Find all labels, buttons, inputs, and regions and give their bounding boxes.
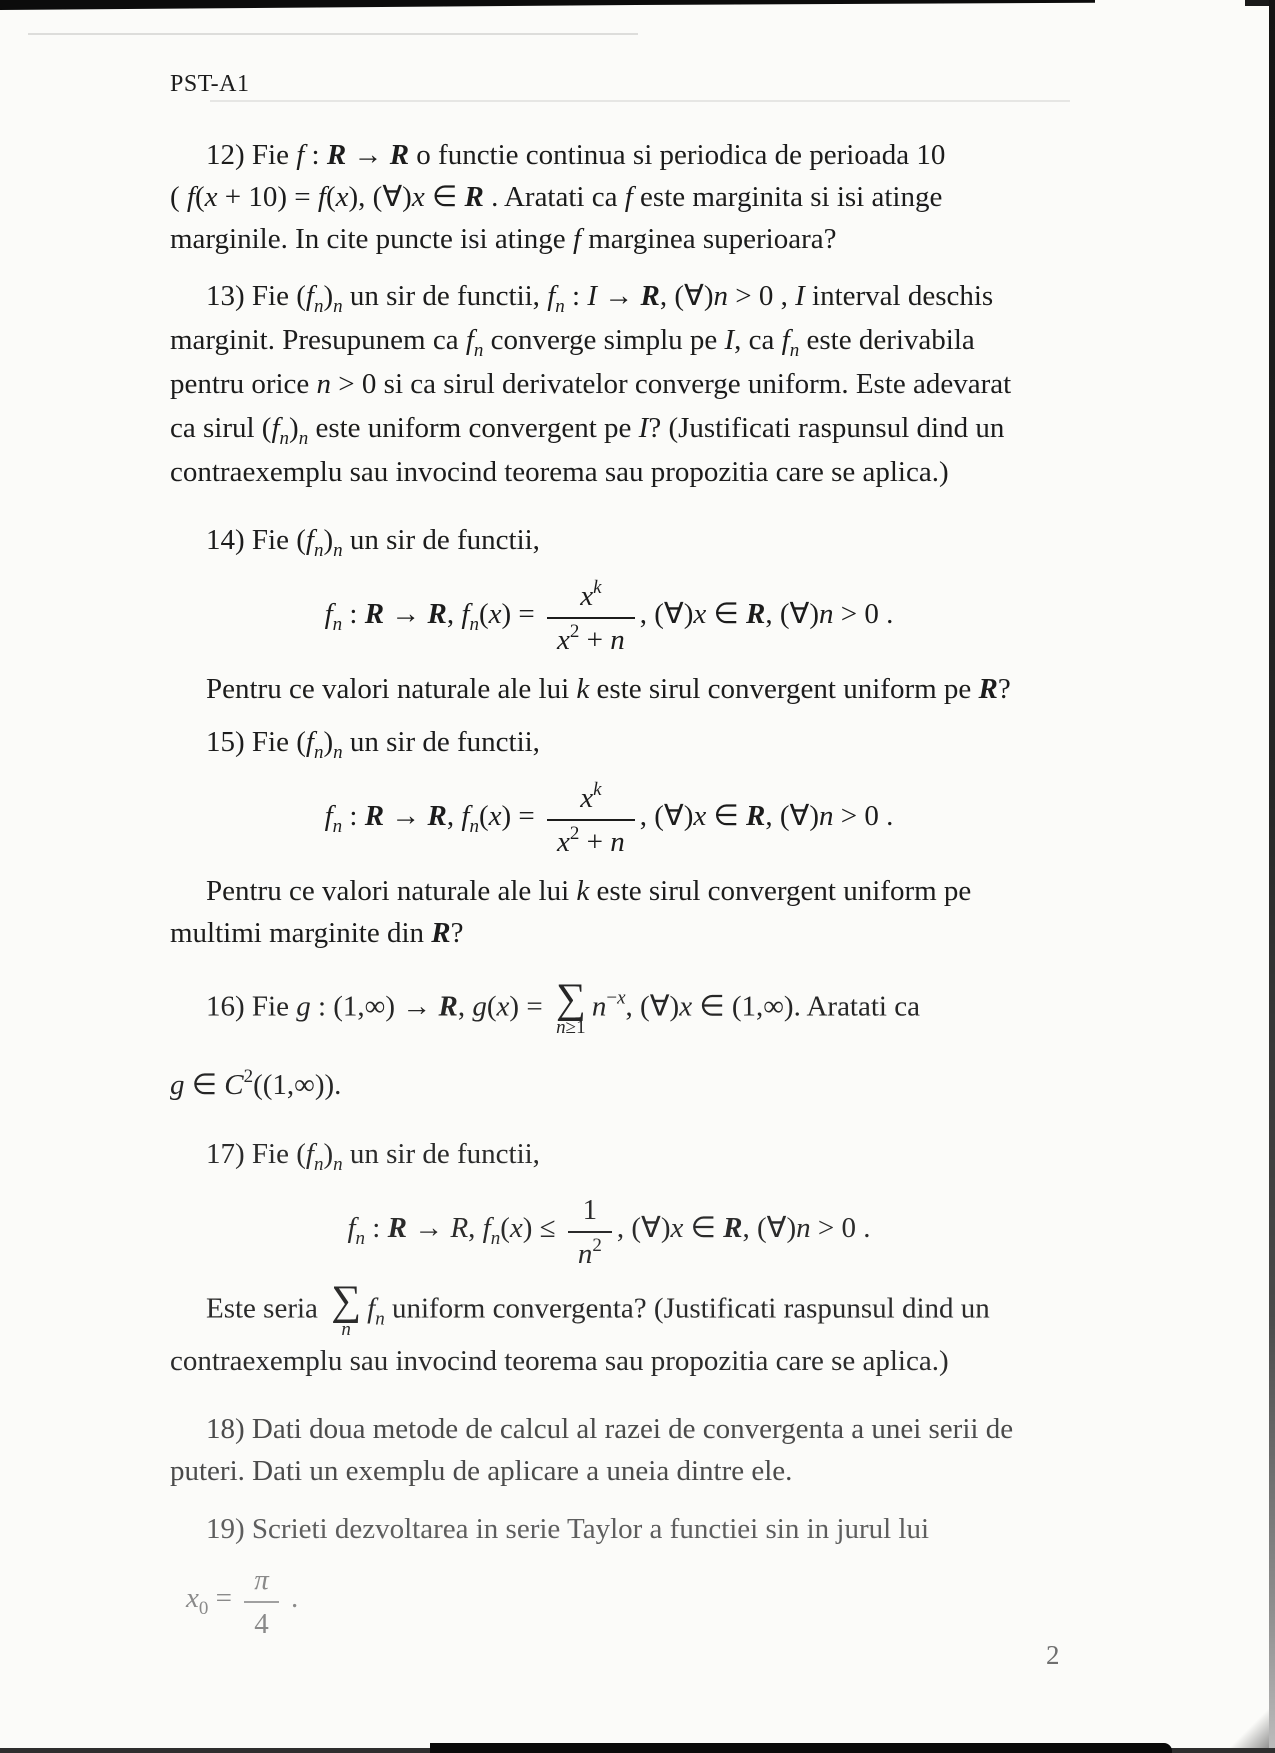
problem-18 xyxy=(170,1408,1128,1492)
problem-17 xyxy=(170,1130,1128,1382)
math-run: x xyxy=(204,181,218,213)
math-run: R xyxy=(427,598,447,630)
math-run: n xyxy=(490,1228,501,1249)
math-run: f xyxy=(624,181,633,213)
scan-artifact-top-bar xyxy=(0,0,1095,10)
math-run: g xyxy=(296,990,311,1023)
problem-14 xyxy=(170,516,1128,710)
problem-19 xyxy=(170,1508,1128,1642)
math-run: R xyxy=(364,598,385,630)
math-run: n xyxy=(375,1308,385,1330)
scan-artifact-bottom-bar xyxy=(430,1743,1172,1753)
problem-15 xyxy=(170,718,1128,954)
text-line: Pentru ce valori naturale ale lui k este sirul convergent uniform pe xyxy=(206,875,972,907)
page-number: 2 xyxy=(1046,1640,1060,1670)
math-run: 2 xyxy=(243,1066,254,1087)
math-run: f xyxy=(186,181,195,213)
math-run: n xyxy=(313,540,324,561)
math-run: 2 xyxy=(592,1235,602,1256)
math-run: f xyxy=(482,1212,491,1244)
math-run: n xyxy=(473,340,484,361)
math-run: k xyxy=(593,779,602,800)
math-run: f xyxy=(317,181,326,213)
math-run: n xyxy=(333,540,343,561)
problem-13 xyxy=(170,274,1128,494)
formula-19: $x_0$ = $\frac{\pi}{4}$ . xyxy=(170,1556,1128,1642)
math-run: f xyxy=(367,1292,376,1325)
text-line: 16) Fie g : (1,∞) → R, g(x) = ∑ n≥1 $n^{-x}$, (∀)x ∈ (1,∞). Aratati ca xyxy=(206,976,920,1038)
math-run: k xyxy=(593,577,602,598)
math-run: f xyxy=(572,223,581,255)
math-run: n xyxy=(332,614,343,635)
formula-14: $f_n$ : R → R, $f_n(x)$ = $\frac{x^k}{x^2 + n}$ , (∀)x ∈ R, (∀)n > 0 . xyxy=(170,564,1128,668)
math-run: −x xyxy=(606,987,626,1009)
text-line: pentru orice n > 0 si ca sirul derivatelor converge uniform. Este adevarat xyxy=(170,368,1012,400)
math-run: f xyxy=(547,280,556,312)
text-line: 13) Fie $(f_n)_n$ un sir de functii, $f_n$ : I → R, (∀)n > 0 , I interval deschis xyxy=(206,280,994,317)
math-run: C xyxy=(224,1069,244,1101)
math-run: x xyxy=(557,624,570,656)
text-line: marginile. In cite puncte isi atinge f marginea superioara? xyxy=(170,223,837,255)
math-run: f xyxy=(305,726,314,758)
math-run: x xyxy=(693,800,707,832)
math-run: f xyxy=(305,524,314,556)
math-run: k xyxy=(576,673,590,705)
text-line: ca sirul $(f_n)_n$ este uniform convergent pe I? (Justificati raspunsul dind un xyxy=(170,412,1005,449)
math-run: n xyxy=(819,598,834,630)
math-run: n xyxy=(333,1154,343,1175)
math-run: π xyxy=(254,1564,269,1596)
math-run: n xyxy=(789,340,800,361)
text-line: g ∈ $C^2((1,\infty))$. xyxy=(170,1066,342,1101)
math-run: n xyxy=(279,428,290,449)
text-line: contraexemplu sau invocind teorema sau propozitia care se aplica.) xyxy=(170,1345,949,1377)
text-line: 19) Scrieti dezvoltarea in serie Taylor a functiei sin in jurul lui xyxy=(206,1513,930,1545)
math-run: f xyxy=(347,1212,356,1244)
problem-16 xyxy=(170,976,1128,1106)
scan-artifact-corner xyxy=(1229,1688,1269,1748)
math-run: f xyxy=(461,598,470,630)
math-run: n xyxy=(610,624,625,656)
fraction: $\frac{x^k}{x^2 + n}$ xyxy=(547,774,635,860)
math-run: f xyxy=(296,139,305,171)
text-line: 18) Dati doua metode de calcul al razei de convergenta a unei serii de xyxy=(206,1413,1014,1445)
math-run: x xyxy=(186,1582,199,1614)
math-run: n xyxy=(819,800,834,832)
text-line: 12) Fie f : R → R o functie continua si periodica de perioada 10 xyxy=(206,139,946,171)
math-run: f xyxy=(324,800,333,832)
scan-artifact-right-edge xyxy=(1269,0,1275,1753)
math-run: x xyxy=(509,1212,523,1244)
math-run: R xyxy=(723,1212,743,1244)
sum-operator: ∑ n≥1 xyxy=(555,976,586,1038)
formula-15: $f_n$ : R → R, $f_n(x)$ = $\frac{x^k}{x^2 + n}$ , (∀)x ∈ R, (∀)n > 0 . xyxy=(170,766,1128,870)
text-line: Este seria ∑ n $f_n$ uniform convergenta? (Justificati raspunsul dind un xyxy=(206,1278,990,1340)
math-run: x xyxy=(488,598,502,630)
math-run: R xyxy=(427,800,447,832)
math-run: n xyxy=(332,816,343,837)
math-run: x xyxy=(335,181,349,213)
math-run: I xyxy=(724,324,735,356)
math-run: I xyxy=(587,280,597,312)
math-run: R xyxy=(450,1212,469,1244)
math-run: R xyxy=(431,917,451,949)
math-run: I xyxy=(795,280,805,312)
formula-17: $f_n$ : R → R, $f_n(x)$ ≤ $\frac{1}{n^2}$ , (∀)x ∈ R, (∀)n > 0 . xyxy=(170,1178,1128,1282)
scan-streak xyxy=(28,33,638,35)
text-line: Pentru ce valori naturale ale lui k este sirul convergent uniform pe R? xyxy=(206,673,1011,705)
math-run: 2 xyxy=(569,621,580,642)
math-run: n xyxy=(298,428,309,449)
math-run: n xyxy=(313,742,324,763)
fraction: $\frac{1}{n^2}$ xyxy=(568,1186,612,1272)
math-run: n xyxy=(713,280,728,312)
math-run: R xyxy=(746,800,766,832)
text-line: ( f(x + 10) = f(x), (∀)x ∈ R . Aratati ca f este marginita si isi atinge xyxy=(170,181,943,213)
fraction: $\frac{\pi}{4}$ xyxy=(244,1556,279,1642)
math-run: f xyxy=(461,800,470,832)
problem-12 xyxy=(170,134,1128,260)
math-run: R xyxy=(387,1212,407,1244)
math-run: n xyxy=(796,1212,811,1244)
math-run: f xyxy=(305,280,314,312)
math-run: R xyxy=(438,990,458,1023)
math-run: x xyxy=(411,181,425,213)
scan-artifact-top-right xyxy=(1245,0,1271,6)
text-line: 17) Fie $(f_n)_n$ un sir de functii, xyxy=(206,1138,540,1175)
text-line: contraexemplu sau invocind teorema sau propozitia care se aplica.) xyxy=(170,456,949,488)
math-run: R xyxy=(389,139,410,171)
math-run: f xyxy=(781,324,790,356)
math-run: n xyxy=(313,296,324,317)
math-run: x xyxy=(679,990,693,1023)
math-run: n xyxy=(316,368,332,400)
math-run: R xyxy=(464,181,484,213)
math-run: R xyxy=(978,673,998,705)
math-run: f xyxy=(305,1138,314,1170)
math-run: x xyxy=(496,990,510,1023)
sum-operator: ∑ n xyxy=(331,1278,362,1340)
math-run: n xyxy=(577,1238,593,1270)
math-run: k xyxy=(576,875,590,907)
math-run: n xyxy=(610,826,625,858)
math-run: R xyxy=(364,800,385,832)
math-run: x xyxy=(580,580,594,612)
math-run: x xyxy=(488,800,502,832)
math-run: n xyxy=(556,1017,566,1038)
math-run: x xyxy=(693,598,707,630)
math-run: x xyxy=(557,826,570,858)
math-run: g xyxy=(472,990,487,1023)
math-run: n xyxy=(469,816,479,837)
math-run: n xyxy=(333,296,343,317)
text-line: 15) Fie $(f_n)_n$ un sir de functii, xyxy=(206,726,540,763)
math-run: n xyxy=(355,1228,366,1249)
text-line: 14) Fie $(f_n)_n$ un sir de functii, xyxy=(206,524,540,561)
math-run: n xyxy=(591,990,607,1023)
document-content xyxy=(170,70,1128,1642)
math-run: 2 xyxy=(569,823,580,844)
text-line: puteri. Dati un exemplu de aplicare a uneia dintre ele. xyxy=(170,1455,793,1487)
math-run: R xyxy=(326,139,347,171)
math-run: n xyxy=(341,1319,351,1340)
math-run: x xyxy=(617,987,626,1009)
math-run: R xyxy=(640,280,660,312)
math-run: I xyxy=(638,412,649,444)
math-run: 0 xyxy=(198,1598,209,1619)
math-run: x xyxy=(580,782,594,814)
math-run: n xyxy=(555,296,565,317)
math-run: f xyxy=(324,598,333,630)
math-run: n xyxy=(313,1154,324,1175)
fraction: $\frac{x^k}{x^2 + n}$ xyxy=(547,572,635,658)
math-run: n xyxy=(333,742,343,763)
text-line: multimi marginite din R? xyxy=(170,917,464,949)
text-line: marginit. Presupunem ca $f_n$ converge simplu pe I, ca $f_n$ este derivabila xyxy=(170,324,975,361)
math-run: g xyxy=(170,1069,185,1101)
document-code: PST-A1 xyxy=(170,71,250,97)
math-run: R xyxy=(746,598,766,630)
math-run: f xyxy=(465,324,474,356)
math-run: n xyxy=(469,614,479,635)
math-run: f xyxy=(271,412,280,444)
math-run: x xyxy=(670,1212,684,1244)
